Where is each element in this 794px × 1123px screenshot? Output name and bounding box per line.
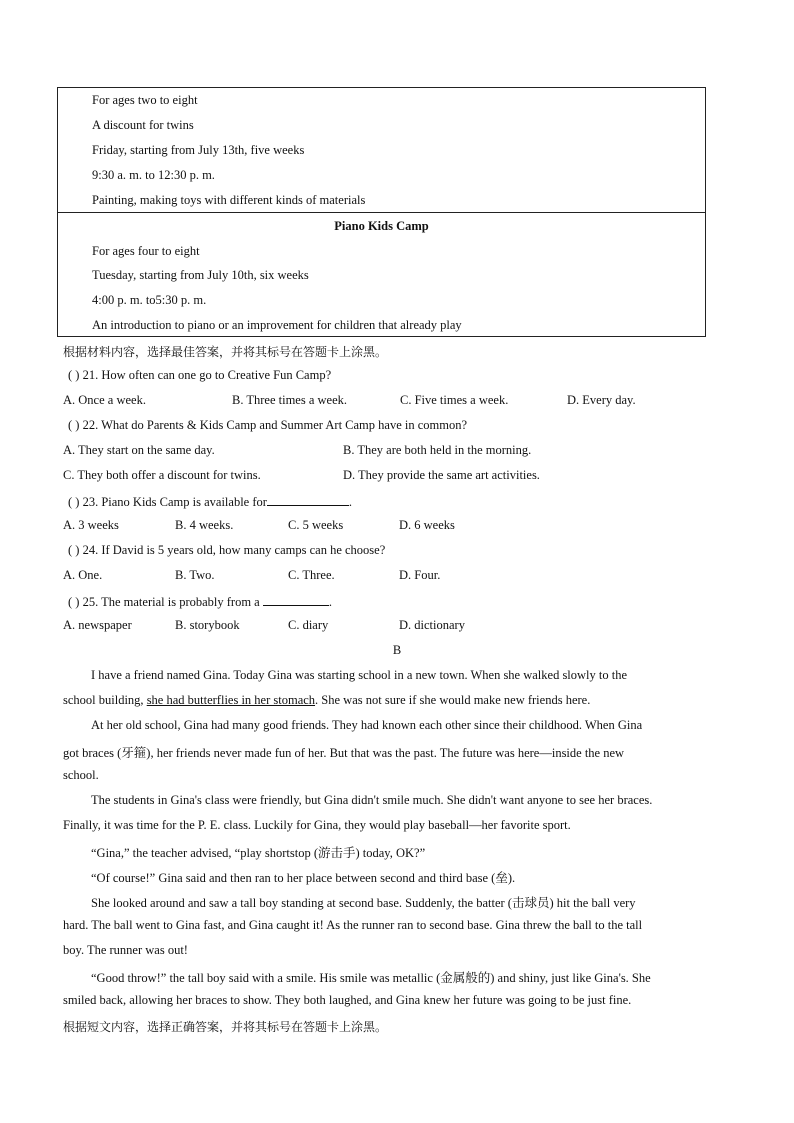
box-divider: [58, 212, 705, 213]
q25-option-c: C. diary: [288, 618, 329, 632]
q22-option-b: B. They are both held in the morning.: [343, 443, 532, 457]
story-line: smiled back, allowing her braces to show. They both laughed, and Gina knew her future was going to be just fine.: [63, 993, 632, 1007]
story-line: At her old school, Gina had many good friends. They had known each other since their childhood. When Gina: [91, 718, 643, 732]
question-25: ( ) 25. The material is probably from a .: [68, 595, 332, 609]
q23-option-c: C. 5 weeks: [288, 518, 344, 532]
instruction-b: 根据短文内容，选择正确答案，并将其标号在答题卡上涂黑。: [63, 1020, 388, 1034]
q22-option-d: D. They provide the same art activities.: [343, 468, 540, 482]
question-24: ( ) 24. If David is 5 years old, how many camps can he choose?: [68, 543, 386, 557]
art-camp-line: A discount for twins: [92, 118, 194, 132]
story-line: “Of course!” Gina said and then ran to her place between second and third base (垒).: [91, 871, 516, 885]
story-line: school building, she had butterflies in her stomach. She was not sure if she would make new friends here.: [63, 693, 591, 707]
underlined-phrase: she had butterflies in her stomach: [146, 693, 316, 707]
q22-option-a: A. They start on the same day.: [63, 443, 215, 457]
question-22: ( ) 22. What do Parents & Kids Camp and Summer Art Camp have in common?: [68, 418, 468, 432]
story-line: She looked around and saw a tall boy standing at second base. Suddenly, the batter (击球员) hit the ball very: [91, 896, 636, 910]
q25-option-a: A. newspaper: [63, 618, 132, 632]
story-line: “Good throw!” the tall boy said with a smile. His smile was metallic (金属般的) and shiny, just like Gina's. She: [91, 971, 651, 985]
piano-camp-line: Tuesday, starting from July 10th, six weeks: [92, 268, 309, 282]
q21-option-d: D. Every day.: [567, 393, 636, 407]
answer-blank: [263, 593, 329, 606]
story-line: got braces (牙箍), her friends never made fun of her. But that was the past. The future was here—inside the new: [63, 746, 625, 760]
question-23: ( ) 23. Piano Kids Camp is available for .: [68, 495, 353, 509]
section-b-heading: B: [392, 643, 402, 657]
piano-camp-line: An introduction to piano or an improvement for children that already play: [92, 318, 462, 332]
art-camp-line: 9:30 a. m. to 12:30 p. m.: [92, 168, 215, 182]
piano-camp-line: For ages four to eight: [92, 244, 200, 258]
story-line: The students in Gina's class were friendly, but Gina didn't smile much. She didn't want anyone to see her braces.: [91, 793, 653, 807]
story-line: hard. The ball went to Gina fast, and Gina caught it! As the runner ran to second base. Gina threw the ball to the tall: [63, 918, 643, 932]
story-line: school.: [63, 768, 99, 782]
q24-option-c: C. Three.: [288, 568, 335, 582]
story-line: “Gina,” the teacher advised, “play shortstop (游击手) today, OK?”: [91, 846, 426, 860]
q24-option-a: A. One.: [63, 568, 103, 582]
art-camp-line: Friday, starting from July 13th, five weeks: [92, 143, 305, 157]
piano-camp-line: 4:00 p. m. to5:30 p. m.: [92, 293, 207, 307]
instruction-a: 根据材料内容，选择最佳答案，并将其标号在答题卡上涂黑。: [63, 345, 388, 359]
q23-option-b: B. 4 weeks.: [175, 518, 234, 532]
q21-option-a: A. Once a week.: [63, 393, 146, 407]
story-line: Finally, it was time for the P. E. class. Luckily for Gina, they would play baseball—her favorite sport.: [63, 818, 571, 832]
q22-option-c: C. They both offer a discount for twins.: [63, 468, 261, 482]
q24-option-b: B. Two.: [175, 568, 215, 582]
question-21: ( ) 21. How often can one go to Creative Fun Camp?: [68, 368, 332, 382]
q23-option-d: D. 6 weeks: [399, 518, 455, 532]
q24-option-d: D. Four.: [399, 568, 441, 582]
story-line: I have a friend named Gina. Today Gina was starting school in a new town. When she walked slowly to the: [91, 668, 628, 682]
piano-camp-title: Piano Kids Camp: [334, 219, 429, 233]
q25-option-d: D. dictionary: [399, 618, 465, 632]
answer-blank: [267, 493, 349, 506]
q21-option-c: C. Five times a week.: [400, 393, 509, 407]
camp-info-box: [57, 87, 706, 337]
story-line: boy. The runner was out!: [63, 943, 188, 957]
q21-option-b: B. Three times a week.: [232, 393, 348, 407]
art-camp-line: For ages two to eight: [92, 93, 198, 107]
art-camp-line: Painting, making toys with different kinds of materials: [92, 193, 366, 207]
q23-option-a: A. 3 weeks: [63, 518, 119, 532]
q25-option-b: B. storybook: [175, 618, 240, 632]
